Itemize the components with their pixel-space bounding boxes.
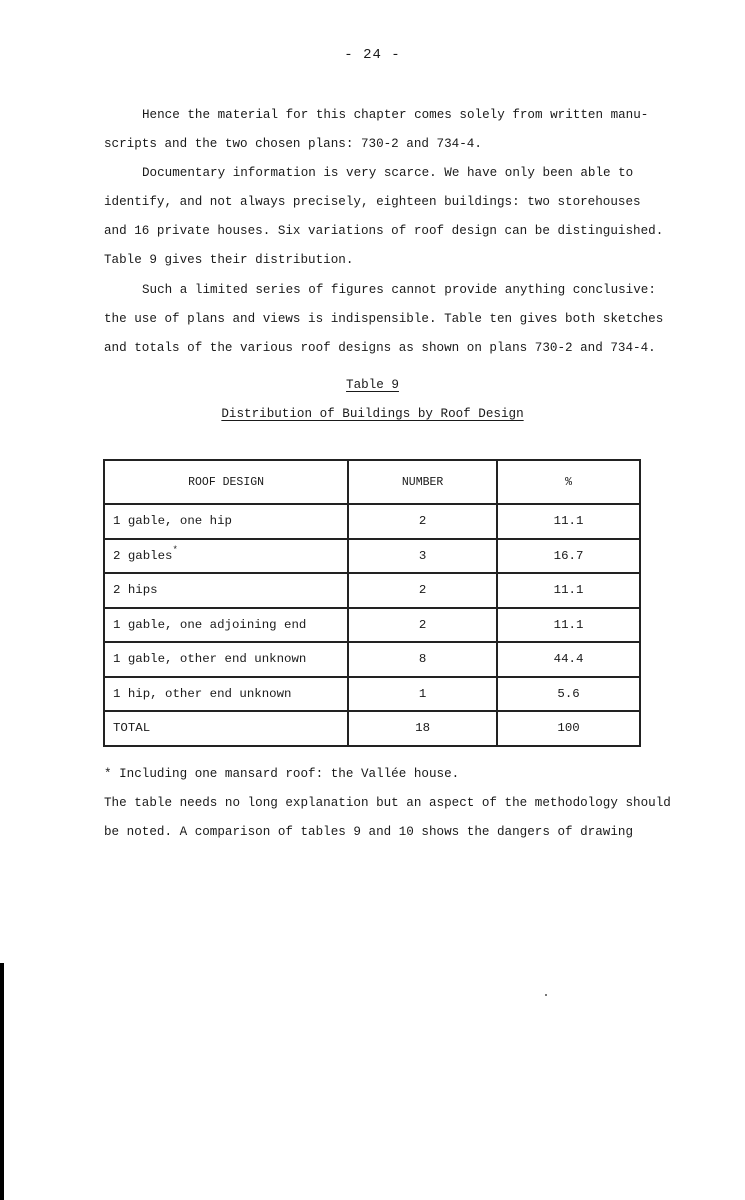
table-row bbox=[104, 573, 640, 608]
table-header-row bbox=[104, 460, 640, 504]
cell-design bbox=[104, 539, 348, 574]
header-number: NUMBER bbox=[348, 460, 497, 504]
cell-number: 18 bbox=[348, 711, 497, 746]
text-line: and totals of the various roof designs as shown on plans 730-2 and 734-4. bbox=[104, 341, 656, 355]
text-line: the use of plans and views is indispensible. Table ten gives both sketches bbox=[104, 312, 664, 326]
cell-percent: 44.4 bbox=[497, 642, 640, 677]
footnote bbox=[104, 760, 664, 789]
paragraph-1 bbox=[104, 101, 664, 159]
cell-number: 8 bbox=[348, 642, 497, 677]
cell-percent: 11.1 bbox=[497, 608, 640, 643]
table-row bbox=[104, 677, 640, 712]
text-line: identify, and not always precisely, eighteen buildings: two storehouses bbox=[104, 195, 641, 209]
table-title bbox=[0, 407, 745, 421]
text-line: Such a limited series of figures cannot provide anything conclusive: bbox=[142, 283, 656, 297]
table-row bbox=[104, 642, 640, 677]
text-line: Documentary information is very scarce. We have only been able to bbox=[142, 166, 634, 180]
cell-number: 2 bbox=[348, 608, 497, 643]
page-number: - 24 - bbox=[344, 47, 401, 63]
table-total-row bbox=[104, 711, 640, 746]
footnote-text: * Including one mansard roof: the Vallée house. bbox=[104, 767, 460, 781]
scan-speck bbox=[545, 994, 547, 996]
cell-design: TOTAL bbox=[104, 711, 348, 746]
cell-number: 1 bbox=[348, 677, 497, 712]
table-label-text: Table 9 bbox=[346, 378, 399, 392]
header-percent: % bbox=[497, 460, 640, 504]
table-label bbox=[0, 378, 745, 392]
header-roof-design: ROOF DESIGN bbox=[104, 460, 348, 504]
text-line: Table 9 gives their distribution. bbox=[104, 253, 354, 267]
footnote-mark: * bbox=[172, 544, 178, 555]
scan-edge-bar bbox=[0, 963, 4, 1200]
table-title-text: Distribution of Buildings by Roof Design bbox=[221, 407, 524, 421]
cell-number: 2 bbox=[348, 504, 497, 539]
text-line: and 16 private houses. Six variations of roof design can be distinguished. bbox=[104, 224, 664, 238]
paragraph-2 bbox=[104, 159, 664, 275]
cell-design: 2 hips bbox=[104, 573, 348, 608]
cell-percent: 5.6 bbox=[497, 677, 640, 712]
text-line: The table needs no long explanation but an aspect of the methodology should bbox=[104, 796, 671, 810]
text-line: Hence the material for this chapter comes solely from written manu- bbox=[142, 108, 649, 122]
cell-design: 1 gable, one hip bbox=[104, 504, 348, 539]
cell-design: 1 gable, one adjoining end bbox=[104, 608, 348, 643]
cell-percent: 11.1 bbox=[497, 573, 640, 608]
paragraph-4 bbox=[104, 789, 671, 847]
cell-design: 1 hip, other end unknown bbox=[104, 677, 348, 712]
table-row bbox=[104, 608, 640, 643]
paragraph-3 bbox=[104, 276, 664, 363]
cell-number: 2 bbox=[348, 573, 497, 608]
text-line: be noted. A comparison of tables 9 and 10 shows the dangers of drawing bbox=[104, 825, 634, 839]
text-line: scripts and the two chosen plans: 730-2 and 734-4. bbox=[104, 137, 482, 151]
cell-percent: 16.7 bbox=[497, 539, 640, 574]
cell-design-text: 2 gables bbox=[113, 548, 173, 563]
table-row bbox=[104, 539, 640, 574]
cell-number: 3 bbox=[348, 539, 497, 574]
roof-design-table bbox=[103, 459, 641, 747]
table-row bbox=[104, 504, 640, 539]
cell-percent: 100 bbox=[497, 711, 640, 746]
cell-design: 1 gable, other end unknown bbox=[104, 642, 348, 677]
cell-percent: 11.1 bbox=[497, 504, 640, 539]
